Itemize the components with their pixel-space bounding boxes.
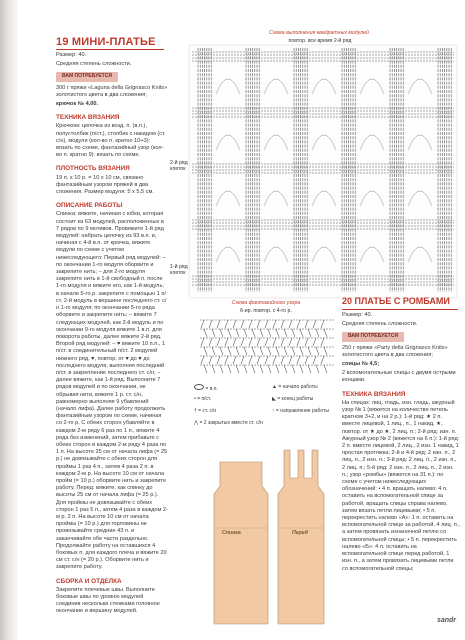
materials-badge: ВАМ ПОТРЕБУЕТСЯ [56, 72, 118, 81]
chain-symbol-icon [194, 384, 204, 390]
title-underline [56, 49, 164, 50]
start-arrow-icon: ▲ [272, 384, 277, 390]
materials-20-text: 250 г пряжи «Party della Grignasco Knits» золотистого цвета в два сложения; [342, 344, 448, 358]
module-crochet-chart [188, 44, 458, 299]
fancy-chart-subcaption: 6-ир. повтор. с 4-го р. [240, 308, 292, 314]
tech-text: Крючком: цепочка из возд. п. (в.п.), полустолбик (п/ст.), столбик с накидом (ст. с/н), модули (кол-во п. кратно 10+3): вязать по схеме, фантазийный узор (кол-во п. кратно 9): вязать по схеме. [56, 123, 166, 159]
circular-line: 2 вспомогательные спицы с двумя острыми концами. [342, 370, 456, 384]
front-label: Перед [292, 530, 308, 536]
module-chart-subcaption: повтор. все время 2-й ряд [288, 38, 352, 44]
symbol-legend [194, 384, 340, 446]
article-title-20: 20 ПЛАТЬЕ С РОМБАМИ [342, 296, 450, 306]
slip-symbol-icon: • [194, 396, 196, 402]
legend-dc2tog: = 2 закрытых вместе ст. с/н [199, 420, 263, 426]
direction-arrow-icon: ↑ [272, 408, 275, 414]
materials-text: 300 г пряжи «Laguna della Grignasco Knits» золотистого цвета в два сложения; [56, 84, 168, 98]
end-symbol-icon: ◣ [272, 396, 276, 402]
fancy-crochet-chart [196, 314, 338, 376]
module-chart-caption: Схема выполнения квадратных модулей [269, 30, 369, 36]
legend-direction: = направление работы [275, 408, 329, 414]
density-title: ПЛОТНОСТЬ ВЯЗАНИЯ [56, 165, 130, 173]
page-footer-tag: sandr [436, 617, 456, 624]
row-label-2: 2-й ряд клеток [170, 160, 188, 172]
title-20-underline [342, 309, 458, 310]
row-label-1: 1-й ряд клеток [170, 264, 188, 276]
assembly-title: СБОРКА И ОТДЕЛКА [56, 577, 122, 585]
needles-line: спицы № 4,5; [342, 361, 380, 368]
legend-start: = начало работы [278, 384, 318, 390]
legend-end: = конец работы [277, 396, 314, 402]
fancy-chart-caption: Схема фантазийного узора [231, 300, 301, 306]
tech-20-text: На спицах: лиц. гладь, изн. гладь, ажурный узор № 1 (вяжется на количестве петель кратном 3+2, и на 2 р.): 1-й ряд: ★ 2 п. вместе лицевой, 1 лиц., п., 1 накид, ★, повтор. от ★ до ★, 2 лиц. п.; 2-й ряд: изн. п. Ажурный узор № 2 (вяжется на 6 п.): 1-й ряд: 2 п. вместе лицевой, 2 лиц., 2 изн. 1 накид, 1 простая протяжка; 2-й и 4-й ряд: 2 изн. п., 2 лиц. п., 2 изн. п.; 3-й ряд: 2 лиц. п., 2 изн. п., 2 лиц. п.; 5-й ряд: 2 изн. п., 2 лиц. п., 2 изн. п.; узор «ромбы» (вяжется на 31 п.): по схеме с учетом нижеследующих обозначений: • 4 п. вращать налево: 4 п. оставить на вспомогательной спице за работой, вращать спицы справа налево, затем вязать петли лицевыми; • 5 п. перекрестить налево «А»: 1 п. оставить на вспомогательной спице за работой, 4 лиц. п., а затем провязать изнаночной петлю со вспомогательной спицы; • 5 п. перекрестить налево «Б»: 4 п. оставить на вспомогательной спице перед работой, 1 изн. п., а затем провязать лицевыми петли со вспомогательной спицы; [342, 399, 460, 572]
difficulty-20-line: Средняя степень сложности. [342, 321, 418, 328]
materials-20-badge: ВАМ ПОТРЕБУЕТСЯ [342, 332, 404, 341]
work-title: ОПИСАНИЕ РАБОТЫ [56, 202, 123, 210]
legend-chain: = в.п. [205, 386, 218, 392]
size-line: Размер: 40. [56, 52, 87, 58]
magazine-page [20, 0, 460, 640]
size-20-line: Размер: 40. [342, 312, 373, 318]
dc-symbol-icon: † [194, 408, 197, 414]
legend-dc: = ст. с/н [198, 408, 217, 414]
assembly-text: Закрепите плечевые швы. Выполните боковые швы по уровню модулей соединив нескольки стежками головное окончание и вершину модулей. [56, 586, 160, 615]
tech-20-title: ТЕХНИКА ВЯЗАНИЯ [342, 390, 406, 398]
work-text: Спинка: вяжите, начиная с юбки, которая состоит из 63 модулей, расположенных в 7 рядов по 9 мотивов. Провяжите 1-й ряд модулей: набрать цепочку из 93 в.п. и, начиная с 4-й в.п. от крючка, вяжите модули по схеме с учетом нижеследующего: Первый ряд модулей: – по окончании 1-го модуля оборвите и закрепите нить; – для 2-го модуля закрепите нить в 1-й свободный п. после 1-го модуля и вяжите его, как 1-й модуль; в начале 5-го р. закрепите с помощью 1 п/ст. 2-й модуль в вершине последнего ст. с/н 1-го модуля; по окончании 5-го ряда оборвите и закрепите нить; – вяжите 7 следующих модулей, как 2-й модуль и по окончании 9-го модуля вяжите 1 в.п. для поворота работы, далее вяжите 2-й ряд. Второй ряд модулей: – ♥ вяжите 10 п.п., 1 п/ст. в соединительный п/ст. 2 модулей нижнего ряд, ♥, повтор. от ♥ до ♥ до последнего модуля, выполняя последний п/ст. в закрепление последнего ст. с/н; – далее вяжите, как 1-й ряд. Выполните 7 рядов модулей и по окончании, не обрывая нити, вяжите 1 р. ст. с/н, равномерно выполняя 9 убавлений (начало лифа). Далее работу продолжить фантазийным узором по схеме, начиная со 2-го р. С обеих сторон убавляйте в каждом 2-м ряду 6 раз по 1 п., вяжите 4 ряда без изменений, затем прибавьте с обеих сторон в каждом 2-м ряду 4 раза по 1 п. На высоте 25 см от начала лифа (= 25 р.) не довязывайте с обеих сторон для проймы 1 раз 4 п., затем 4 раза 2 п. в каждом 2-м р. На высоте 10 см от начала пройм (= 10 р.) оборвите нить и закрепите работу. Перед: вяжите, как спинку до высоты 25 см от начала лифа (= 25 р.). Для проймы не довязывайте с обеих сторон 1 раз 5 п., затем 4 раза в каждом 2-м р. 2 п. На высоте 10 см от начала проймы (= 10 р.) для горловины не провязывайте средние 43 п. и заканчивайте обе части раздельно. Продолжайте работу на оставшихся 4 боковых п. для каждого плеча и вяжите 20 см ст. с/н (= 20 р.). Оборвите нить и закрепите работу. [56, 211, 168, 571]
right-article-column [342, 312, 460, 628]
dc2tog-symbol-icon: ⋀ [194, 420, 199, 426]
article-title-19: 19 МИНИ-ПЛАТЬЕ [56, 36, 156, 48]
tech-title: ТЕХНИКА ВЯЗАНИЯ [56, 114, 120, 122]
back-label: Спинка [222, 530, 241, 536]
hook-line: крючок № 4,00. [56, 101, 99, 108]
density-text: 19 п. х 10 р. = 10 х 10 см, связано фантазийным узором пряжей в два сложения. Размер модуля: 5 х 5,5 см. [56, 174, 154, 196]
legend-slip: = п/ст. [197, 396, 212, 402]
book-spine [0, 0, 18, 640]
difficulty-line: Средняя степень сложности. [56, 61, 132, 68]
left-article-column [56, 52, 168, 630]
garment-schematic [206, 448, 344, 626]
